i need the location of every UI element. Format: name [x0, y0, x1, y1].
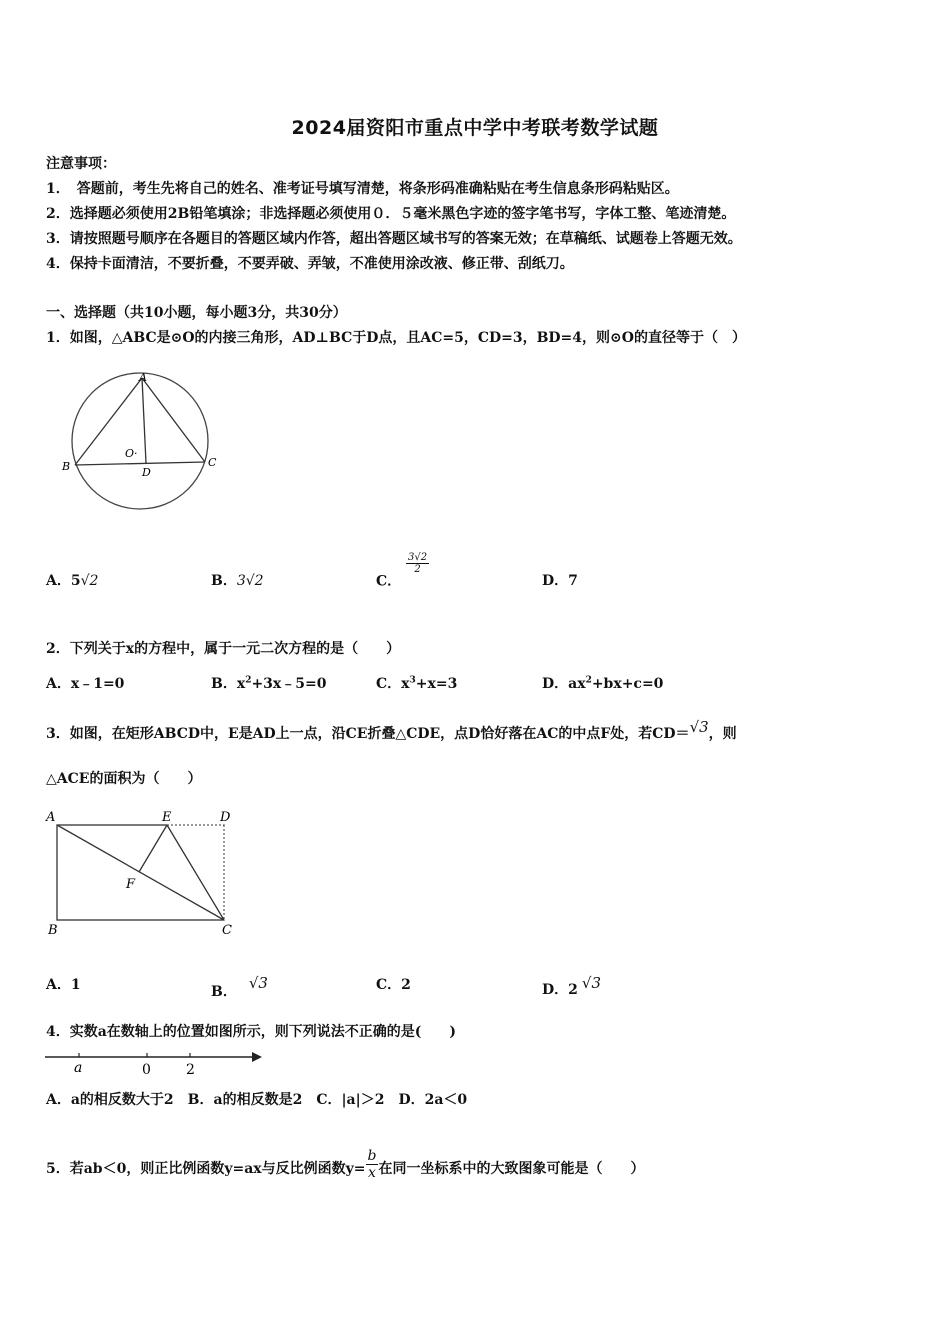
q3-figure — [42, 803, 242, 938]
q3-label-a: A — [46, 810, 56, 825]
q1-circle — [72, 373, 208, 509]
q4-number-line — [42, 1046, 272, 1080]
q3-label-e: E — [162, 810, 172, 825]
page-title: 2024届资阳市重点中学中考联考数学试题 — [291, 117, 659, 139]
q3-segment-ef — [139, 825, 167, 872]
q1-option-a: A．5√2 — [46, 573, 99, 589]
q4-label-a: a — [74, 1060, 83, 1076]
notice-item-3: 3．请按照题号顺序在各题目的答题区域内作答，超出答题区域书写的答案无效；在草稿纸、试题卷上答题无效。 — [46, 231, 742, 247]
q2-option-a: A．x﹣1=0 — [46, 676, 125, 692]
q3-option-a: A．1 — [46, 977, 81, 993]
q3-option-c: C．2 — [376, 977, 411, 993]
q2-option-c: C．$x^3+x=3$ — [376, 675, 458, 692]
q3-option-d: D．2 √3 — [542, 974, 601, 998]
section-heading: 一、选择题（共10小题，每小题3分，共30分） — [46, 305, 347, 321]
q2-option-d: D．$ax^2+bx+c=0$ — [542, 675, 664, 692]
notice-item-4: 4．保持卡面清洁，不要折叠，不要弄破、弄皱，不准使用涂改液、修正带、刮纸刀。 — [46, 256, 574, 272]
q1-label-d: D — [142, 466, 151, 479]
q1-option-d: D．7 — [542, 573, 578, 589]
q1-label-o: O· — [125, 447, 138, 460]
q3-label-d: D — [220, 810, 231, 825]
q1-label-b: B — [62, 460, 71, 473]
q3-stem-line1: 3．如图，在矩形ABCD中，E是AD上一点，沿CE折叠△CDE，点D恰好落在AC的中点F处，若CD＝√3，则 — [46, 718, 737, 742]
q3-option-b: B． √3 — [211, 974, 268, 1000]
q2-stem: 2．下列关于x的方程中，属于一元二次方程的是（ ） — [46, 641, 401, 657]
q1-option-b: B．3√2 — [211, 573, 264, 589]
q4-options: A．a的相反数大于2 B．a的相反数是2 C．|a|＞2 D．2a＜0 — [46, 1092, 468, 1108]
q3-label-b: B — [48, 923, 58, 938]
q1-label-a: A — [139, 371, 147, 384]
q1-segment-bc — [75, 462, 205, 465]
q1-label-c: C — [208, 456, 217, 469]
notice-heading: 注意事项： — [46, 156, 116, 172]
q1-stem: 1．如图，△ABC是⊙O的内接三角形，AD⊥BC于D点，且AC=5，CD=3，BD=4，则⊙O的直径等于（ ） — [46, 330, 746, 346]
q3-label-f: F — [126, 877, 136, 892]
q1-segment-ad — [142, 378, 146, 463]
q3-segment-ec — [167, 825, 224, 920]
notice-item-1: 1． 答题前，考生先将自己的姓名、准考证号填写清楚，将条形码准确粘贴在考生信息条形码粘贴区。 — [46, 181, 679, 197]
q4-axis-arrow — [252, 1052, 262, 1062]
notice-item-2: 2．选择题必须使用2B铅笔填涂；非选择题必须使用０．５毫米黑色字迹的签字笔书写，字体工整、笔迹清楚。 — [46, 206, 736, 222]
q1-segment-ac — [142, 378, 205, 462]
q3-diagonal-ac — [57, 825, 224, 920]
q4-stem: 4．实数a在数轴上的位置如图所示，则下列说法不正确的是( ) — [46, 1024, 457, 1040]
q5-stem: 5．若ab＜0，则正比例函数y=ax与反比例函数y= $\frac{b}{x}$ 在同一坐标系中的大致图象可能是（ ） — [46, 1148, 645, 1181]
q2-option-b: B．$x^2+3x﹣5=0$ — [211, 675, 327, 692]
q1-option-c: C． $\frac{3√2}{2}$ — [376, 552, 428, 590]
q4-label-two: 2 — [186, 1062, 195, 1078]
q4-label-zero: 0 — [142, 1062, 151, 1078]
q3-label-c: C — [222, 923, 232, 938]
q3-stem-line2: △ACE的面积为（ ） — [46, 771, 202, 787]
q1-figure — [55, 368, 225, 518]
